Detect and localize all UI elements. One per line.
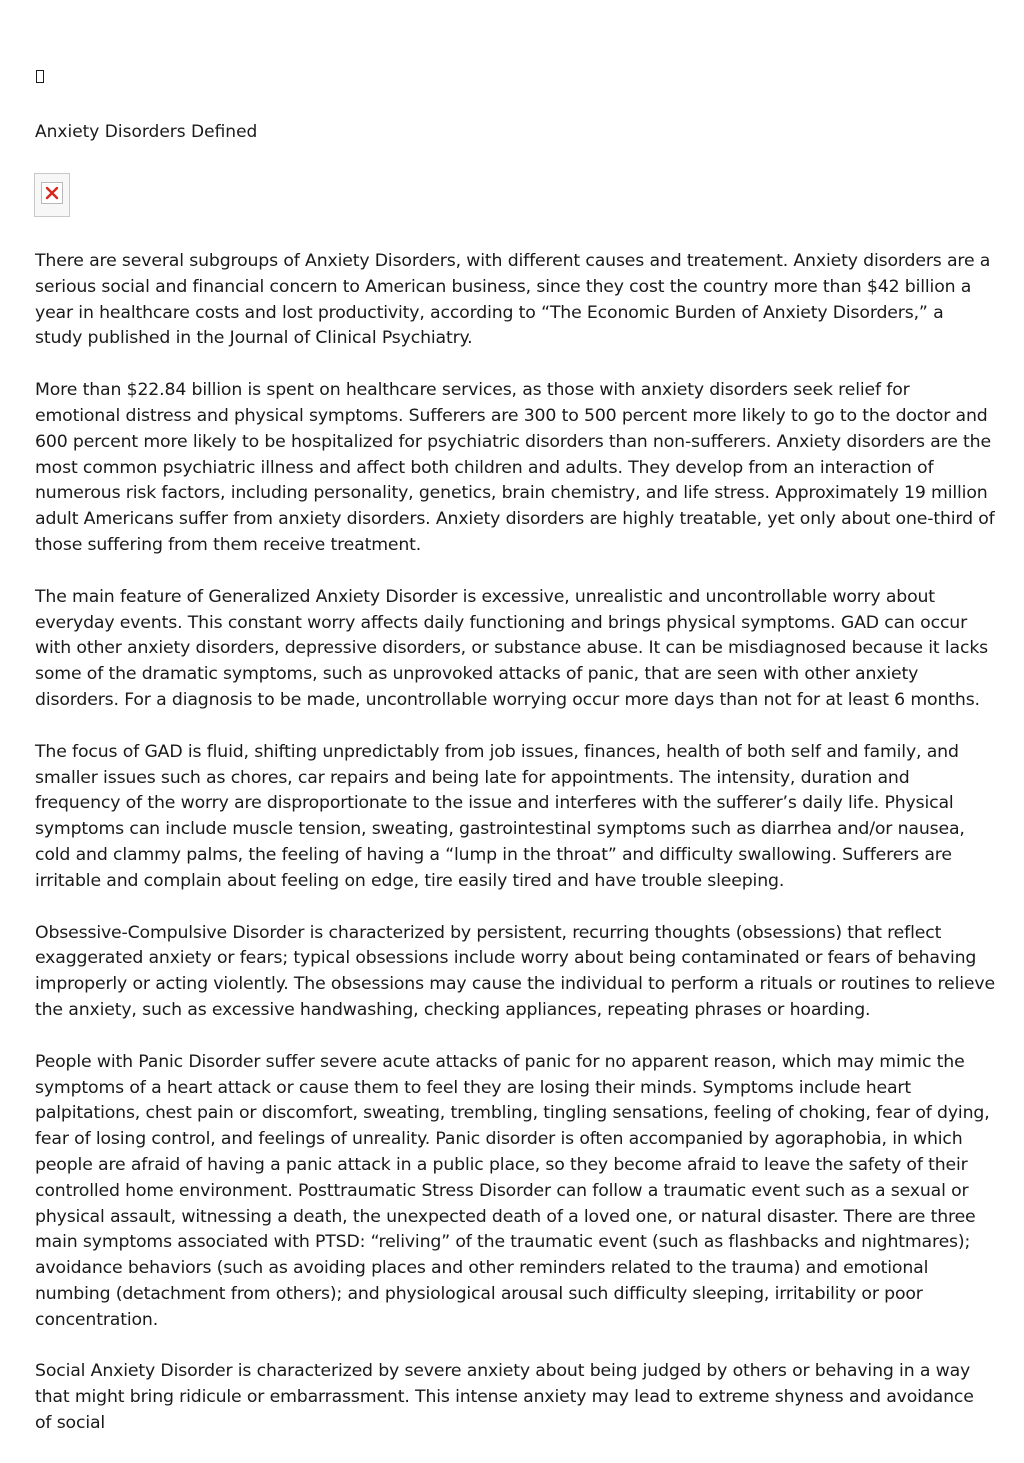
paragraph: There are several subgroups of Anxiety Disorders, with different causes and treatement. Anxiety disorders are a serious social and financial concern to American business, since they cost the country more than $42 billion a year in healthcare costs and lost productivity, according to “The Economic Burden of Anxiety Disorders,” a study published in the Journal of Clinical Psychiatry. — [35, 251, 991, 349]
missing-glyph-icon — [36, 70, 44, 83]
paragraph: Social Anxiety Disorder is characterized by severe anxiety about being judged by others or behaving in a way that might bring ridicule or embarrassment. This intense anxiety may lead to extreme shyness and avoidance of social — [35, 1361, 974, 1434]
paragraph: The main feature of Generalized Anxiety Disorder is excessive, unrealistic and uncontrollable worry about everyday events. This constant worry affects daily functioning and brings physical symptoms. GAD can occur with other anxiety disorders, depressive disorders, or substance abuse. It can be misdiagnosed because it lacks some of the dramatic symptoms, such as unprovoked attacks of panic, that are seen with other anxiety disorders. For a diagnosis to be made, uncontrollable worrying occur more days than not for at least 6 months. — [35, 586, 989, 710]
paragraph: Obsessive-Compulsive Disorder is characterized by persistent, recurring thoughts (obsessions) that reflect exaggerated anxiety or fears; typical obsessions include worry about being contaminated or fears of behaving improperly or acting violently. The obsessions may cause the individual to perform a rituals or routines to relieve the anxiety, such as excessive handwashing, checking appliances, repeating phrases or hoarding. — [35, 922, 995, 1020]
close-x-icon — [45, 186, 59, 200]
paragraph: More than $22.84 billion is spent on healthcare services, as those with anxiety disorders seek relief for emotional distress and physical symptoms. Sufferers are 300 to 500 percent more likely to go to the doctor and 600 percent more likely to be hospitalized for psychiatric disorders than non-sufferers. Anxiety disorders are the most common psychiatric illness and affect both children and adults. They develop from an interaction of numerous risk factors, including personality, genetics, brain chemistry, and life stress. Approximately 19 million adult Americans suffer from anxiety disorders. Anxiety disorders are highly treatable, yet only about one-third of those suffering from them receive treatment. — [35, 380, 995, 555]
paragraph: The focus of GAD is fluid, shifting unpredictably from job issues, finances, health of both self and family, and smaller issues such as chores, car repairs and being late for appointments. The intensity, duration and frequency of the worry are disproportionate to the issue and interferes with the sufferer’s daily life. Physical symptoms can include muscle tension, sweating, gastrointestinal symptoms such as diarrhea and/or nausea, cold and clammy palms, the feeling of having a “lump in the throat” and difficulty swallowing. Sufferers are irritable and complain about feeling on edge, tire easily tired and have trouble sleeping. — [35, 741, 965, 891]
article-body — [35, 249, 995, 1463]
broken-image-icon — [34, 173, 70, 217]
paragraph: People with Panic Disorder suffer severe acute attacks of panic for no apparent reason, which may mimic the symptoms of a heart attack or cause them to feel they are losing their minds. Symptoms include heart palpitations, chest pain or discomfort, sweating, trembling, tingling sensations, feeling of choking, fear of dying, fear of losing control, and feelings of unreality. Panic disorder is often accompanied by agoraphobia, in which people are afraid of having a panic attack in a public place, so they become afraid to leave the safety of their controlled home environment. Posttraumatic Stress Disorder can follow a traumatic event such as a sexual or physical assault, witnessing a death, the unexpected death of a loved one, or natural disaster. There are three main symptoms associated with PTSD: “reliving” of the traumatic event (such as flashbacks and nightmares); avoidance behaviors (such as avoiding places and other reminders related to the trauma) and emotional numbing (detachment from others); and physiological arousal such difficulty sleeping, irritability or poor concentration. — [35, 1051, 990, 1330]
page-title: Anxiety Disorders Defined — [35, 122, 258, 142]
